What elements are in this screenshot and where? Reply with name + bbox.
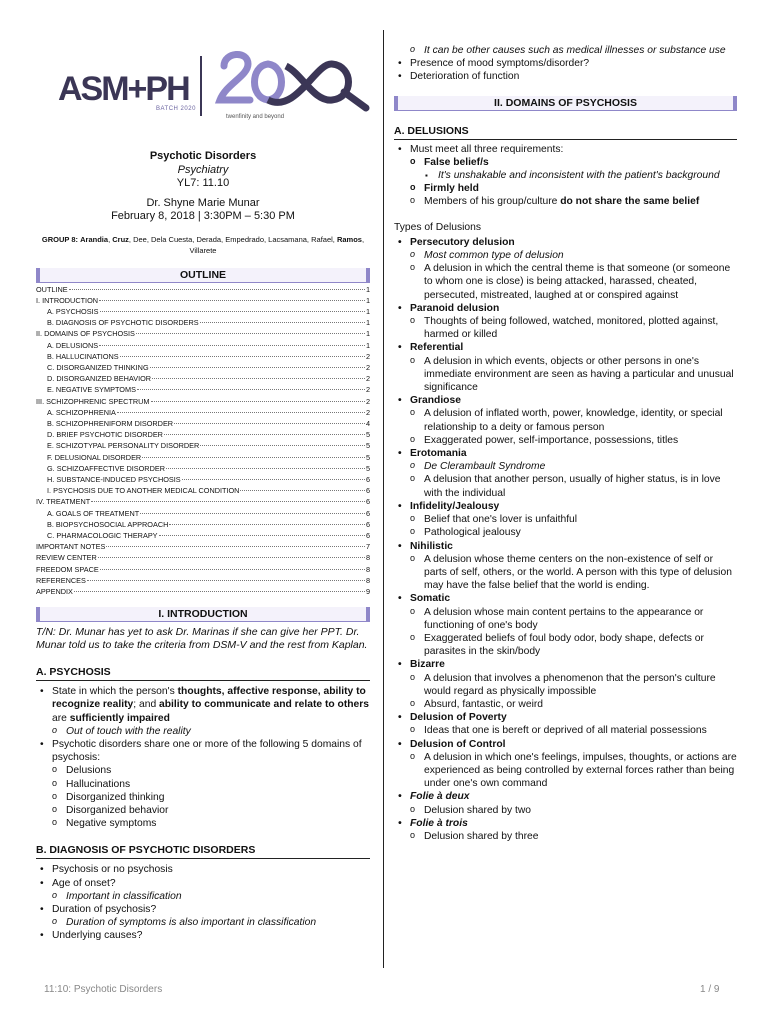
right-column: [394, 44, 737, 843]
outline-item-label: G. SCHIZOAFFECTIVE DISORDER: [47, 463, 165, 473]
outline-leader-dots: [182, 479, 365, 480]
list-item: • Psychotic disorders share one or more of the following 5 domains of psychosis:: [36, 738, 370, 764]
outline-leader-dots: [159, 535, 365, 536]
outline-item-page: 2: [365, 396, 370, 406]
outline-item-label: IV. TREATMENT: [36, 497, 91, 507]
outline-item-page: 1: [365, 306, 370, 316]
outline-item-label: A. SCHIZOPHRENIA: [47, 407, 116, 417]
group-member-bold: Cruz: [112, 234, 129, 244]
delusion-type: • Paranoid delusion: [394, 302, 737, 315]
outline-item-label: II. DOMAINS OF PSYCHOSIS: [36, 329, 135, 339]
outline-item-label: A. DELUSIONS: [47, 340, 99, 350]
delusion-type-detail: o Exaggerated power, self-importance, possessions, titles: [394, 434, 737, 447]
outline-item[interactable]: [36, 362, 370, 373]
domain-item: o Disorganized behavior: [36, 804, 370, 817]
logo-2020-icon: [206, 44, 376, 116]
outline-item[interactable]: [36, 519, 370, 530]
outline-leader-dots: [164, 434, 365, 435]
outline-item-page: 5: [365, 463, 370, 473]
domain-item: o Delusions: [36, 764, 370, 777]
outline-item[interactable]: [36, 429, 370, 440]
doc-subject: Psychiatry: [177, 163, 229, 176]
outline-item-label: B. DIAGNOSIS OF PSYCHOTIC DISORDERS: [47, 318, 199, 328]
outline-item[interactable]: [36, 463, 370, 474]
outline-leader-dots: [200, 322, 365, 323]
outline-leader-dots: [99, 300, 365, 301]
text: ; and: [133, 699, 160, 711]
intro-header: I. INTRODUCTION: [36, 607, 370, 622]
delusion-type-detail: o A delusion that involves a phenomenon that the person's culture would regard as physically impossible: [394, 672, 737, 698]
outline-leader-dots: [200, 445, 365, 446]
group-member-bold: Arandia: [80, 234, 109, 244]
outline-item[interactable]: [36, 340, 370, 351]
outline-item-label: A. PSYCHOSIS: [47, 306, 99, 316]
domain-item: o Negative symptoms: [36, 817, 370, 830]
outline-leader-dots: [69, 289, 365, 290]
delusion-type: • Referential: [394, 341, 737, 354]
delusion-type-detail: o A delusion in which one's feelings, impulses, thoughts, or actions are experienced as being controlled by external forces rather than being under one's own command: [394, 751, 737, 791]
delusion-type-detail: o Most common type of delusion: [394, 249, 737, 262]
outline-item-page: 2: [365, 407, 370, 417]
outline-item-page: 6: [365, 497, 370, 507]
outline-item[interactable]: [36, 485, 370, 496]
outline-leader-dots: [240, 490, 364, 491]
outline-item-page: 6: [365, 519, 370, 529]
logo-divider: [200, 56, 202, 116]
outline-item[interactable]: [36, 306, 370, 317]
text: State in which the person's: [52, 686, 178, 698]
types-title: Types of Delusions: [394, 221, 481, 233]
outline-item[interactable]: [36, 496, 370, 507]
outline-item[interactable]: [36, 552, 370, 563]
outline-item-label: FREEDOM SPACE: [36, 564, 99, 574]
outline-leader-dots: [166, 468, 365, 469]
footer-title: 11:10: Psychotic Disorders: [44, 984, 163, 995]
delusion-type: • Nihilistic: [394, 540, 737, 553]
domain-item: o Hallucinations: [36, 778, 370, 791]
outline-item-page: 2: [365, 362, 370, 372]
page-number: 1 / 9: [700, 984, 720, 995]
text: Members of his group/culture: [424, 196, 561, 208]
outline-leader-dots: [87, 580, 365, 581]
list-subitem: [394, 195, 737, 208]
outline-leader-dots: [152, 378, 365, 379]
outline-item-page: 1: [365, 318, 370, 328]
delusion-type-detail: o A delusion whose main content pertains to the appearance or functioning of one's body: [394, 606, 737, 632]
group-members-text: , Dee, Dela Cuesta, Derada, Empedrado, Lacsamana, Rafael,: [128, 234, 337, 244]
outline-item-page: 1: [365, 284, 370, 294]
outline-leader-dots: [74, 591, 365, 592]
delusion-type: • Delusion of Control: [394, 738, 737, 751]
outline-item-page: 5: [365, 430, 370, 440]
text-bold: do not share the same belief: [560, 196, 700, 208]
delusion-type-detail: o A delusion whose theme centers on the non-existence of self or parts of self, others, or the world. A person with this type of delusion may have the false belief that the world is ending.: [394, 553, 737, 593]
list-subitem: o Firmly held: [394, 182, 737, 195]
outline-leader-dots: [151, 401, 365, 402]
outline-item-page: 5: [365, 441, 370, 451]
outline-item-label: C. DISORGANIZED THINKING: [47, 362, 149, 372]
outline-leader-dots: [106, 546, 365, 547]
list-subitem: o It can be other causes such as medical illnesses or substance use: [394, 44, 737, 57]
list-subitem: o False belief/s: [394, 156, 737, 169]
delusion-type-detail: o A delusion of inflated worth, power, knowledge, identity, or special relationship to a deity or famous person: [394, 407, 737, 433]
outline-item-page: 6: [365, 508, 370, 518]
outline-item-label: H. SUBSTANCE-INDUCED PSYCHOSIS: [47, 474, 181, 484]
outline-item-label: B. HALLUCINATIONS: [47, 351, 119, 361]
section-psychosis-title: A. PSYCHOSIS: [36, 666, 370, 681]
outline-item-page: 1: [365, 329, 370, 339]
outline-leader-dots: [100, 569, 365, 570]
outline-leader-dots: [137, 389, 365, 390]
delusion-type: • Delusion of Poverty: [394, 711, 737, 724]
outline-item[interactable]: [36, 373, 370, 384]
outline-item-label: REVIEW CENTER: [36, 553, 97, 563]
outline-item[interactable]: [36, 440, 370, 451]
psychosis-list: [36, 685, 370, 830]
outline-item-label: D. DISORGANIZED BEHAVIOR: [47, 374, 152, 384]
delusion-type: • Somatic: [394, 592, 737, 605]
outline-item-page: 8: [365, 564, 370, 574]
lecture-date: February 8, 2018 | 3:30PM – 5:30 PM: [111, 210, 295, 222]
left-column: [36, 36, 370, 943]
outline-item[interactable]: [36, 317, 370, 328]
group-member-bold: Ramos: [336, 234, 362, 244]
outline-item-page: 9: [365, 586, 370, 596]
delusion-type-detail: o Delusion shared by three: [394, 830, 737, 843]
lecturer-name: Dr. Shyne Marie Munar: [146, 196, 260, 209]
column-divider: [383, 30, 384, 968]
outline-item[interactable]: [36, 384, 370, 395]
outline-item-label: I. PSYCHOSIS DUE TO ANOTHER MEDICAL CONDITION: [47, 486, 240, 496]
outline-item-page: 1: [365, 295, 370, 305]
outline-item-label: REFERENCES: [36, 575, 86, 585]
group-label: GROUP 8:: [41, 234, 79, 244]
doc-code: YL7: 11.10: [176, 177, 230, 189]
outline-item[interactable]: [36, 575, 370, 586]
outline-leader-dots: [98, 557, 365, 558]
outline-item[interactable]: [36, 351, 370, 362]
outline-item[interactable]: [36, 508, 370, 519]
outline-leader-dots: [136, 333, 365, 334]
delusion-type: • Infidelity/Jealousy: [394, 500, 737, 513]
outline-item-label: III. SCHIZOPHRENIC SPECTRUM: [36, 396, 150, 406]
delusion-type-detail: o Exaggerated beliefs of foul body odor, body shape, defects or parasites in the skin/body: [394, 632, 737, 658]
outline-item[interactable]: [36, 407, 370, 418]
text-bold: thoughts, affective response, ability to recognize reality: [52, 686, 366, 711]
delusion-type: • Folie à deux: [394, 790, 737, 803]
outline-leader-dots: [99, 345, 365, 346]
domains-header: II. DOMAINS OF PSYCHOSIS: [394, 96, 737, 111]
section-delusions-title: A. DELUSIONS: [394, 125, 737, 140]
outline-item-label: APPENDIX: [36, 586, 73, 596]
delusion-type-detail: o Delusion shared by two: [394, 804, 737, 817]
outline-list: [36, 284, 370, 598]
section-diagnosis-title: B. DIAGNOSIS OF PSYCHOTIC DISORDERS: [36, 844, 370, 859]
outline-item-page: 5: [365, 452, 370, 462]
outline-item-label: A. GOALS OF TREATMENT: [47, 508, 140, 518]
outline-item-label: F. DELUSIONAL DISORDER: [47, 452, 142, 462]
outline-item-page: 6: [365, 474, 370, 484]
outline-item[interactable]: [36, 586, 370, 597]
outline-item-label: IMPORTANT NOTES: [36, 542, 106, 552]
requirements-list: [394, 143, 737, 209]
outline-item[interactable]: [36, 284, 370, 295]
delusion-types-list: [394, 236, 737, 843]
outline-item-label: E. SCHIZOTYPAL PERSONALITY DISORDER: [47, 441, 200, 451]
outline-item-page: 2: [365, 385, 370, 395]
list-item: • Presence of mood symptoms/disorder?: [394, 57, 737, 70]
list-subitem: o Important in classification: [36, 890, 370, 903]
outline-item-label: OUTLINE: [36, 284, 68, 294]
outline-item-page: 8: [365, 553, 370, 563]
list-item: • Must meet all three requirements:: [394, 143, 737, 156]
list-subitem: o Duration of symptoms is also important in classification: [36, 916, 370, 929]
outline-leader-dots: [120, 356, 365, 357]
delusion-type: • Bizarre: [394, 658, 737, 671]
group-members-text: , Villarete: [189, 234, 365, 255]
delusion-type-detail: o Absurd, fantastic, or weird: [394, 698, 737, 711]
outline-item[interactable]: [36, 295, 370, 306]
delusion-type-detail: o Thoughts of being followed, watched, monitored, plotted against, harmed or killed: [394, 315, 737, 341]
outline-item-label: E. NEGATIVE SYMPTOMS: [47, 385, 136, 395]
delusion-type-detail: o A delusion in which events, objects or other persons in one's immediate environment are seen as having a particular and unusual significance: [394, 355, 737, 395]
outline-leader-dots: [169, 524, 365, 525]
delusion-type: • Persecutory delusion: [394, 236, 737, 249]
outline-item[interactable]: [36, 530, 370, 541]
list-item: • Underlying causes?: [36, 929, 370, 942]
outline-item-label: I. INTRODUCTION: [36, 295, 99, 305]
outline-leader-dots: [100, 311, 365, 312]
text: are: [52, 712, 70, 724]
outline-item-page: 2: [365, 351, 370, 361]
text-bold: sufficiently impaired: [69, 712, 170, 724]
group-sep: ,: [108, 234, 113, 244]
outline-item[interactable]: [36, 474, 370, 485]
outline-item[interactable]: [36, 396, 370, 407]
outline-item-page: 4: [365, 418, 370, 428]
outline-item-page: 2: [365, 374, 370, 384]
delusion-type-detail: o Ideas that one is bereft or deprived of all material possessions: [394, 724, 737, 737]
delusion-type-detail: o A delusion that another person, usually of higher status, is in love with the individual: [394, 473, 737, 499]
outline-item[interactable]: [36, 418, 370, 429]
delusion-type: • Grandiose: [394, 394, 737, 407]
outline-item[interactable]: [36, 541, 370, 552]
doc-title: Psychotic Disorders: [149, 150, 257, 162]
delusion-type-detail: o A delusion in which the central theme is that someone (or someone to whom one is close) is being attacked, harassed, cheated, persecuted, mistreated, laughed at or conspired against: [394, 262, 737, 302]
delusion-type-detail: o Pathological jealousy: [394, 526, 737, 539]
list-subsubitem: ▪ It's unshakable and inconsistent with the patient's background: [394, 169, 737, 182]
outline-item-page: 6: [365, 530, 370, 540]
delusion-type-detail: o De Clerambault Syndrome: [394, 460, 737, 473]
delusion-type: • Folie à trois: [394, 817, 737, 830]
list-item: • Age of onset?: [36, 877, 370, 890]
list-item: [36, 685, 370, 725]
outline-leader-dots: [140, 513, 365, 514]
domain-item: o Disorganized thinking: [36, 791, 370, 804]
group-members: [36, 234, 370, 256]
diagnosis-list: [36, 863, 370, 942]
outline-leader-dots: [117, 412, 365, 413]
delusion-type: • Erotomania: [394, 447, 737, 460]
logo-tagline: twenfinity and beyond: [226, 114, 285, 120]
list-item: • Psychosis or no psychosis: [36, 863, 370, 876]
outline-item-page: 6: [365, 486, 370, 496]
outline-item-label: B. SCHIZOPHRENIFORM DISORDER: [47, 418, 174, 428]
outline-item-page: 8: [365, 575, 370, 585]
outline-item[interactable]: [36, 452, 370, 463]
outline-item-label: C. PHARMACOLOGIC THERAPY: [47, 530, 158, 540]
outline-item-label: B. BIOPSYCHOSOCIAL APPROACH: [47, 519, 169, 529]
logo-batch-text: BATCH 2020: [156, 106, 196, 112]
outline-leader-dots: [142, 457, 365, 458]
outline-item-label: D. BRIEF PSYCHOTIC DISORDER: [47, 430, 163, 440]
outline-item[interactable]: [36, 328, 370, 339]
list-subitem: o Out of touch with the reality: [36, 725, 370, 738]
logo-asm-text: ASM+PH: [58, 70, 189, 108]
list-item: • Deterioration of function: [394, 70, 737, 83]
delusion-type-detail: o Belief that one's lover is unfaithful: [394, 513, 737, 526]
outline-leader-dots: [174, 423, 365, 424]
continued-list: [394, 44, 737, 84]
outline-leader-dots: [150, 367, 365, 368]
outline-header: OUTLINE: [36, 268, 370, 283]
outline-leader-dots: [91, 501, 365, 502]
logo: [58, 42, 370, 132]
text-bold: ability to communicate and relate to others: [159, 699, 370, 711]
translator-note: T/N: Dr. Munar has yet to ask Dr. Marinas if she can give her PPT. Dr. Munar told us to take the criteria from DSM-V and the rest from Kaplan.: [36, 626, 368, 652]
outline-item[interactable]: [36, 564, 370, 575]
document-header: [36, 150, 370, 224]
list-item: • Duration of psychosis?: [36, 903, 370, 916]
outline-item-page: 7: [365, 542, 370, 552]
outline-item-page: 1: [365, 340, 370, 350]
